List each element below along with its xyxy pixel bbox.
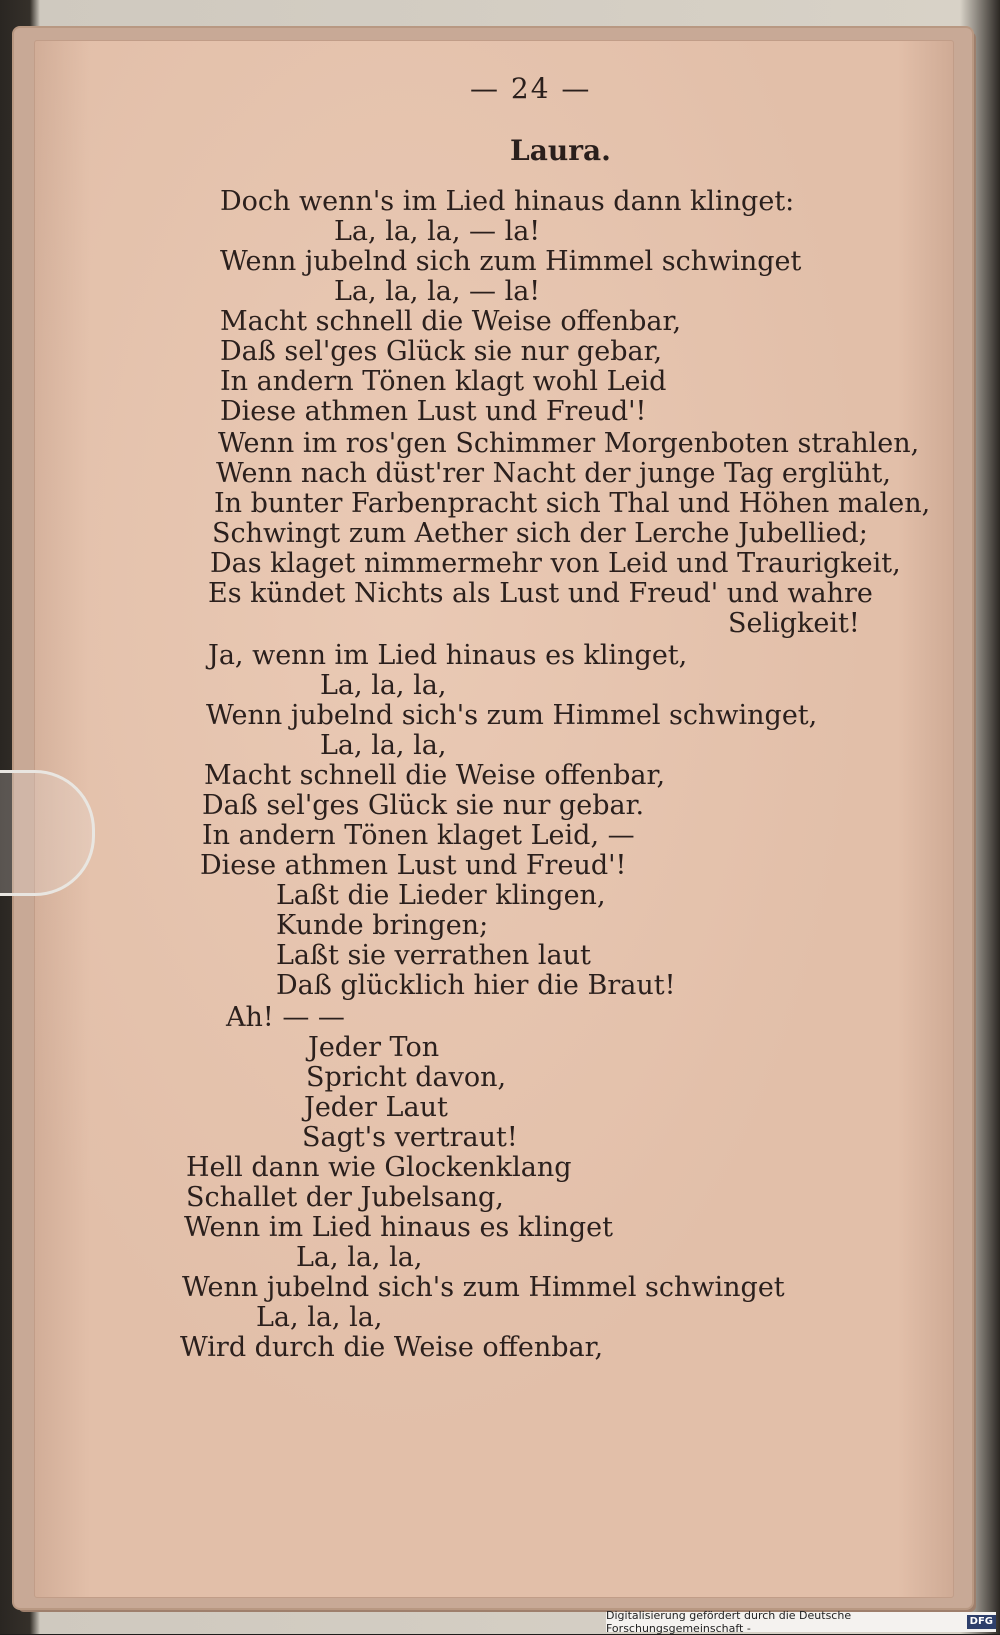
poem-line: Wenn jubelnd sich zum Himmel schwinget [220, 246, 802, 277]
poem-line: Daß glücklich hier die Braut! [276, 970, 676, 1001]
poem-line: La, la, la, [320, 670, 447, 701]
poem-line: In andern Tönen klagt wohl Leid [220, 366, 667, 397]
poem-line: Schwingt zum Aether sich der Lerche Jubellied; [212, 518, 868, 549]
poem-line: La, la, la, — la! [334, 216, 541, 247]
poem-line: Laßt sie verrathen laut [276, 940, 591, 971]
poem-line: Sagt's vertraut! [302, 1122, 518, 1153]
page-title: Laura. [510, 134, 611, 167]
poem-line: Laßt die Lieder klingen, [276, 880, 606, 911]
poem-line: Kunde bringen; [276, 910, 489, 941]
poem-line: La, la, la, [256, 1302, 383, 1333]
poem-line: Das klaget nimmermehr von Leid und Traurigkeit, [210, 548, 901, 579]
poem-line: Daß sel'ges Glück sie nur gebar. [202, 790, 645, 821]
poem-line: In andern Tönen klaget Leid, — [202, 820, 635, 851]
poem-line: Daß sel'ges Glück sie nur gebar, [220, 336, 663, 367]
poem-line: Diese athmen Lust und Freud'! [200, 850, 627, 881]
page-number: — 24 — [470, 72, 592, 105]
poem-line: In bunter Farbenpracht sich Thal und Höhen malen, [214, 488, 931, 519]
poem-line: Es kündet Nichts als Lust und Freud' und wahre [208, 578, 873, 609]
poem-line: Ah! — — [226, 1002, 345, 1033]
poem-line: Ja, wenn im Lied hinaus es klinget, [208, 640, 688, 671]
poem-line: La, la, la, [296, 1242, 423, 1273]
poem-line: Wenn im Lied hinaus es klinget [184, 1212, 614, 1243]
poem-line: Wenn nach düst'rer Nacht der junge Tag erglüht, [216, 458, 891, 489]
poem-line: Macht schnell die Weise offenbar, [204, 760, 666, 791]
poem-line: La, la, la, — la! [334, 276, 541, 307]
poem-line: Diese athmen Lust und Freud'! [220, 396, 647, 427]
poem-line: Jeder Ton [308, 1032, 440, 1063]
poem-line: Seligkeit! [728, 608, 860, 639]
digitization-footer [606, 1609, 996, 1635]
dfg-logo: DFG [967, 1615, 996, 1629]
poem-line: Spricht davon, [306, 1062, 507, 1093]
poem-line: Wenn im ros'gen Schimmer Morgenboten strahlen, [218, 428, 920, 459]
poem-line: Hell dann wie Glockenklang [186, 1152, 572, 1183]
poem-line: Wenn jubelnd sich's zum Himmel schwinget [182, 1272, 785, 1303]
poem-line: Schallet der Jubelsang, [186, 1182, 504, 1213]
poem-line: Doch wenn's im Lied hinaus dann klinget: [220, 186, 795, 217]
poem-line: Macht schnell die Weise offenbar, [220, 306, 682, 337]
poem-line: La, la, la, [320, 730, 447, 761]
poem-line: Wenn jubelnd sich's zum Himmel schwinget, [206, 700, 818, 731]
poem-line: Wird durch die Weise offenbar, [180, 1332, 604, 1363]
footer-credit: Digitalisierung gefördert durch die Deutsche Forschungsgemeinschaft - [606, 1609, 852, 1635]
poem-line: Jeder Laut [304, 1092, 448, 1123]
